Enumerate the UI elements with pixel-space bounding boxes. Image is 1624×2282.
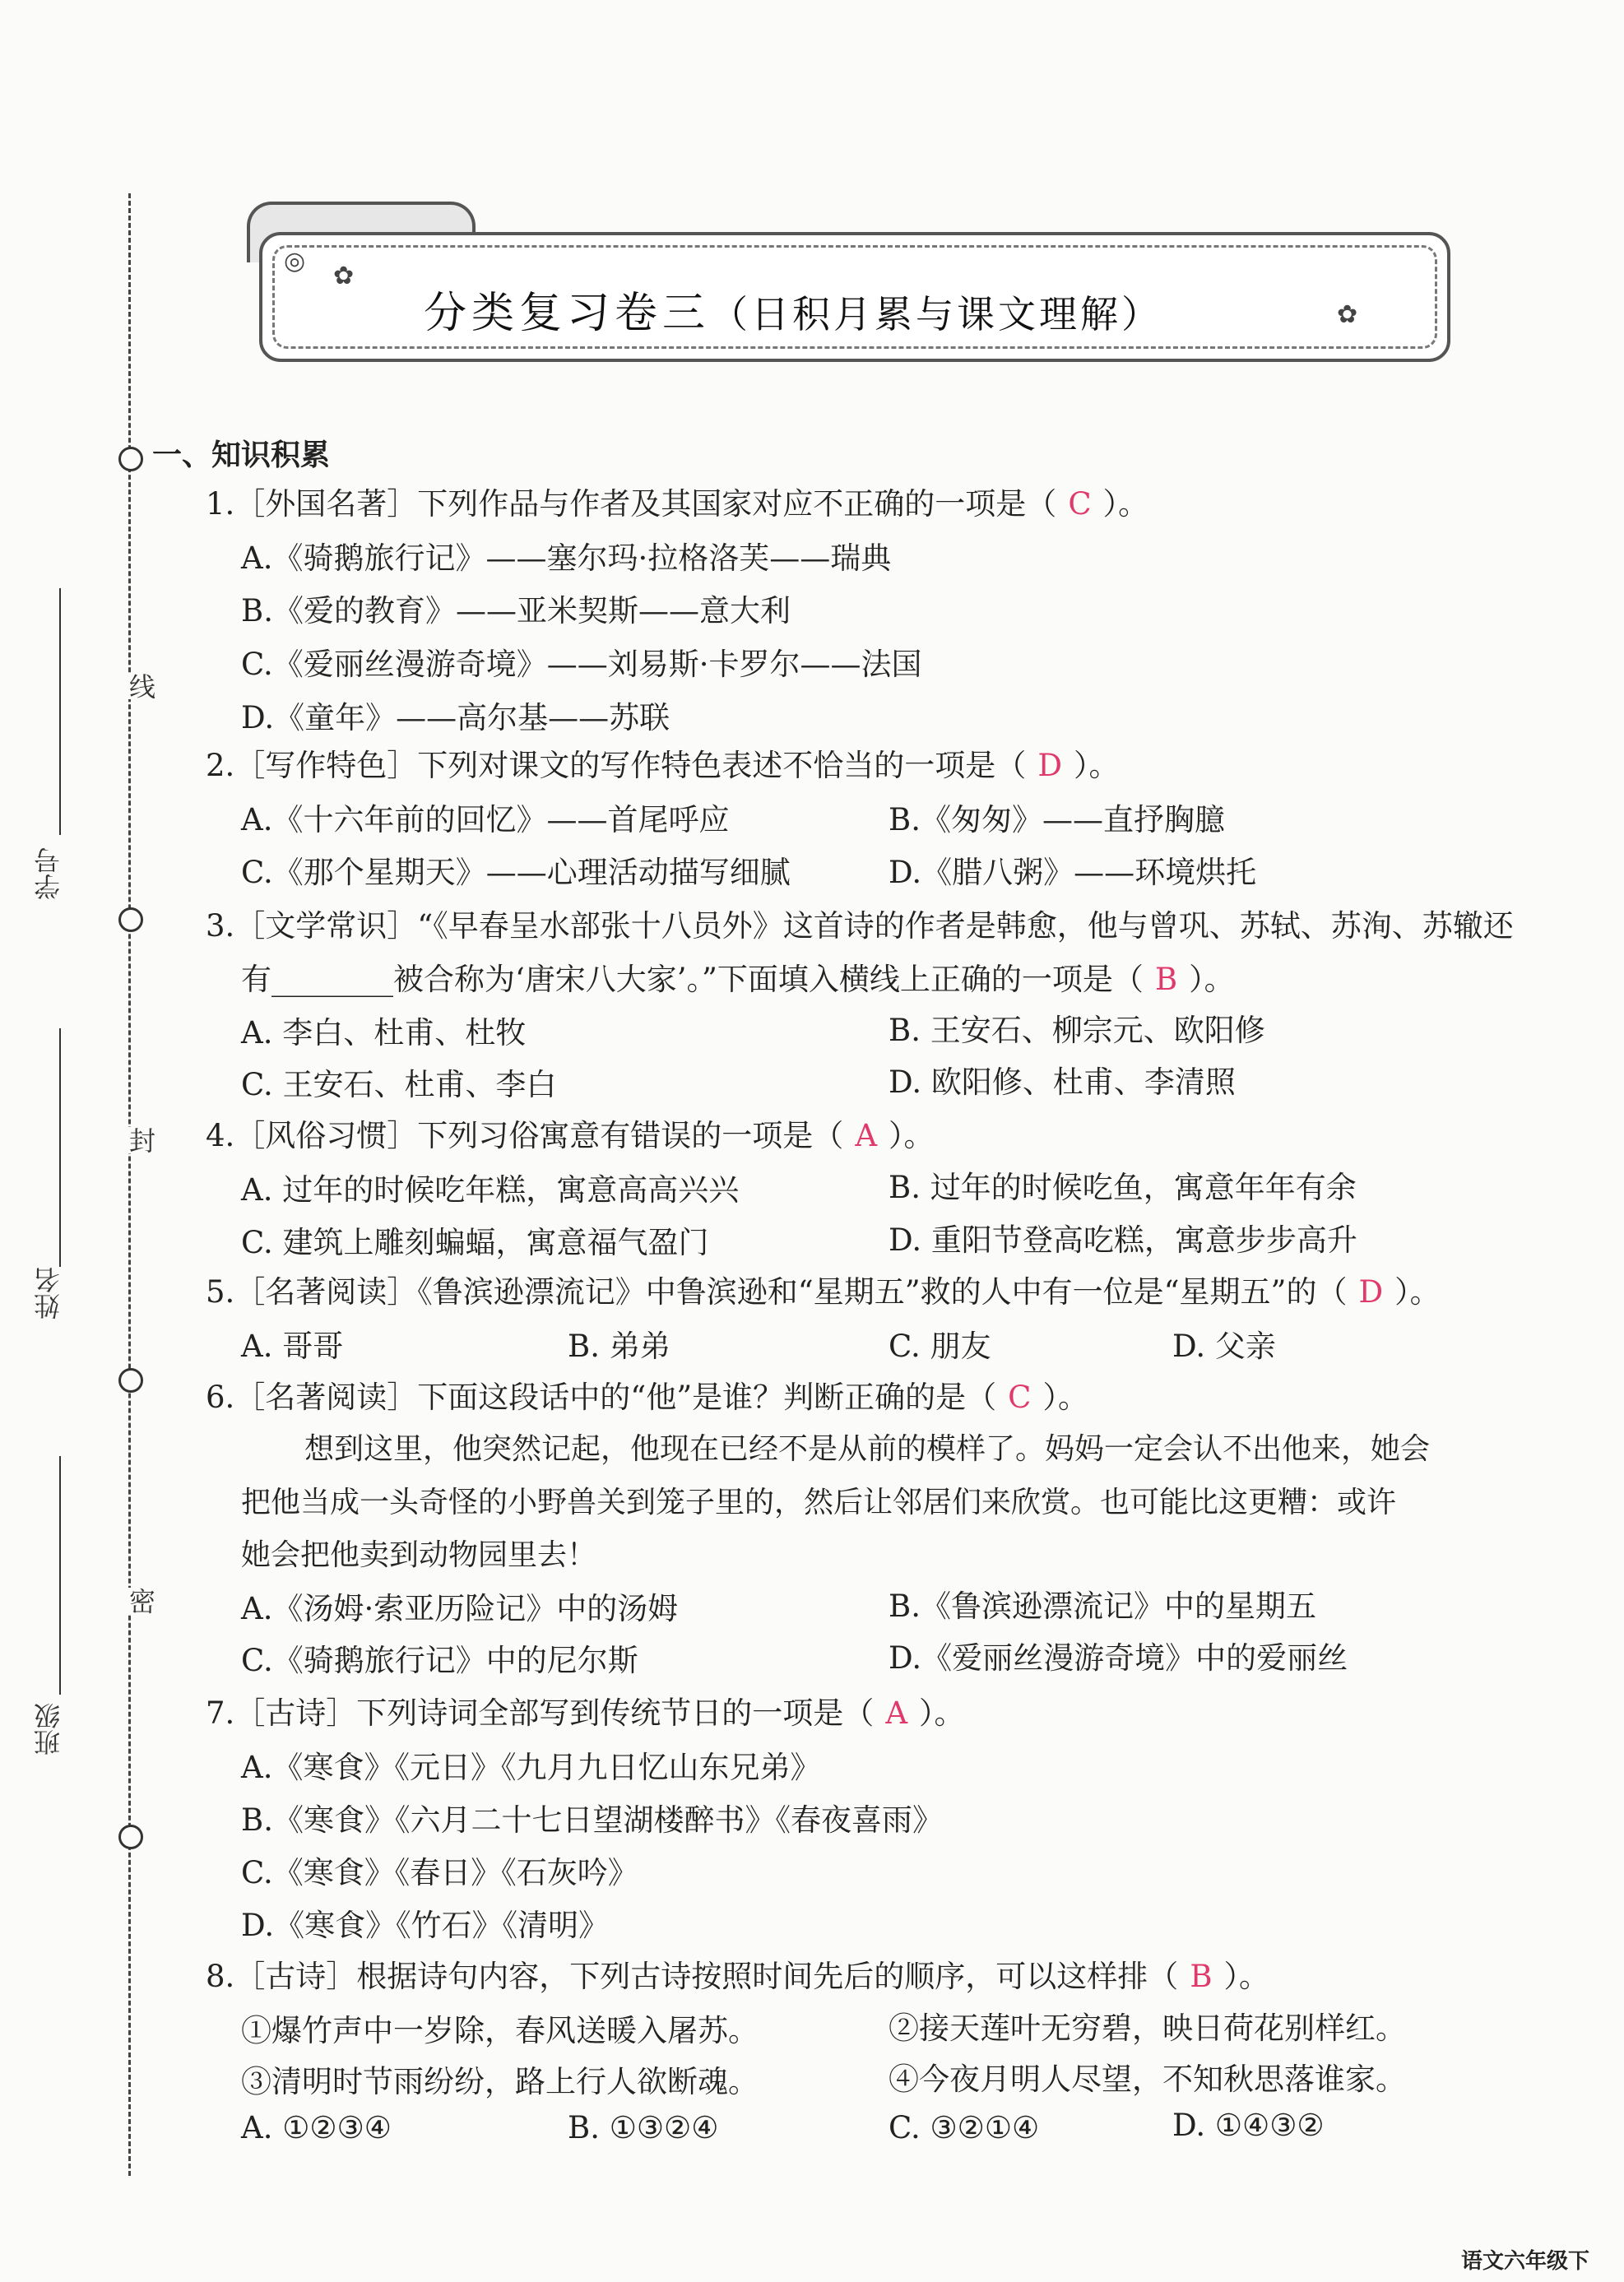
binding-dashed-line (128, 193, 131, 2176)
option-d: D.《童年》——高尔基——苏联 (241, 700, 670, 735)
cut-label-xian: 线 (122, 673, 160, 699)
binding-ring (118, 1368, 143, 1393)
option-c: C.《寒食》《春日》《石灰吟》 (241, 1855, 638, 1890)
section-heading: 一、知识积累 (152, 438, 331, 472)
option-a: A. 过年的时候吃年糕，寓意高高兴兴 (241, 1172, 740, 1208)
option-b: B.《匆匆》——直抒胸臆 (889, 802, 1225, 837)
poem-line: ①爆竹声中一岁除，春风送暖入屠苏。 (241, 2013, 759, 2048)
question-8: 8.［古诗］根据诗句内容，下列古诗按照时间先后的顺序，可以这样排（ B ）。 (206, 1959, 1270, 1994)
answer: B (1190, 1959, 1213, 1994)
cut-label-feng: 封 (122, 1127, 160, 1153)
poem-line: ②接天莲叶无穷碧，映日荷花别样红。 (889, 2011, 1406, 2046)
option-a: A. 哥哥 (241, 1329, 344, 1364)
binding-ring (118, 1825, 143, 1849)
class-label: 班级 (33, 1703, 64, 1756)
option-c: C.《骑鹅旅行记》中的尼尔斯 (241, 1643, 638, 1678)
butterfly-icon: ✿ (1337, 300, 1358, 329)
option-d: D. 欧阳修、杜甫、李清照 (889, 1064, 1236, 1100)
question-1: 1.［外国名著］下列作品与作者及其国家对应不正确的一项是（ C ）。 (206, 486, 1149, 522)
option-c: C.《那个星期天》——心理活动描写细腻 (241, 855, 791, 890)
class-line (59, 1456, 61, 1695)
option-c: C. 建筑上雕刻蝙蝠，寓意福气盈门 (241, 1225, 709, 1260)
answer: D (1358, 1274, 1384, 1310)
option-a: A. 李白、杜甫、杜牧 (241, 1015, 527, 1051)
question-3-line2: 有________被合称为‘唐宋八大家’。”下面填入横线上正确的一项是（ B ）。 (241, 962, 1235, 997)
option-d: D.《爱丽丝漫游奇境》中的爱丽丝 (889, 1640, 1348, 1676)
passage-line: 她会把他卖到动物园里去！ (241, 1538, 597, 1572)
answer: C (1068, 486, 1092, 522)
answer-blank: ________ (271, 962, 393, 997)
answer: A (855, 1118, 878, 1153)
answer: C (1008, 1380, 1032, 1415)
tag-ring-icon: ◎ (284, 247, 306, 276)
option-d: D. ①④③② (1172, 2108, 1325, 2143)
passage-line: 想到这里，他突然记起，他现在已经不是从前的模样了。妈妈一定会认不出他来，她会 (304, 1432, 1431, 1466)
binding-ring (118, 447, 143, 471)
question-6: 6.［名著阅读］下面这段话中的“他”是谁？判断正确的是（ C ）。 (206, 1380, 1088, 1415)
option-a: A. ①②③④ (241, 2110, 392, 2145)
option-c: C. ③②①④ (889, 2110, 1040, 2145)
option-b: B. 弟弟 (568, 1329, 670, 1364)
option-a: A.《汤姆·索亚历险记》中的汤姆 (241, 1591, 679, 1626)
student-id-label: 学号 (33, 847, 64, 900)
page-footer: 语文六年级下 (1461, 2249, 1590, 2274)
option-d: D. 父亲 (1172, 1329, 1276, 1364)
poem-line: ④今夜月明人尽望，不知秋思落谁家。 (889, 2062, 1406, 2097)
page-title: 分类复习卷三（日积月累与课文理解） (424, 289, 1163, 338)
option-b: B.《爱的教育》——亚米契斯——意大利 (241, 593, 791, 628)
cut-label-mi: 密 (122, 1588, 160, 1614)
option-b: B. 过年的时候吃鱼，寓意年年有余 (889, 1170, 1357, 1205)
answer: B (1154, 962, 1178, 997)
question-2: 2.［写作特色］下列对课文的写作特色表述不恰当的一项是（ D ）。 (206, 748, 1120, 783)
option-b: B. 王安石、柳宗元、欧阳修 (889, 1013, 1265, 1048)
question-5: 5.［名著阅读］《鲁滨逊漂流记》中鲁滨逊和“星期五”救的人中有一位是“星期五”的（ D ）。 (206, 1274, 1441, 1310)
option-b: B.《鲁滨逊漂流记》中的星期五 (889, 1589, 1316, 1624)
option-c: C. 朋友 (889, 1329, 991, 1364)
question-7: 7.［古诗］下列诗词全部写到传统节日的一项是（ A ）。 (206, 1695, 965, 1731)
option-a: A.《骑鹅旅行记》——塞尔玛·拉格洛芙——瑞典 (241, 540, 892, 576)
option-c: C.《爱丽丝漫游奇境》——刘易斯·卡罗尔——法国 (241, 647, 922, 682)
student-id-line (59, 588, 61, 835)
passage-line: 把他当成一头奇怪的小野兽关到笼子里的，然后让邻居们来欣赏。也可能比这更糟：或许 (241, 1486, 1397, 1519)
answer: D (1037, 748, 1062, 783)
option-a: A.《寒食》《元日》《九月九日忆山东兄弟》 (241, 1750, 821, 1785)
question-3: 3.［文学常识］“《早春呈水部张十八员外》这首诗的作者是韩愈，他与曾巩、苏轼、苏洵、苏辙还 (206, 908, 1514, 944)
name-label: 姓名 (33, 1267, 64, 1320)
answer: A (885, 1695, 908, 1731)
butterfly-icon: ✿ (333, 262, 355, 290)
option-c: C. 王安石、杜甫、李白 (241, 1067, 557, 1102)
option-a: A.《十六年前的回忆》——首尾呼应 (241, 802, 730, 837)
poem-line: ③清明时节雨纷纷，路上行人欲断魂。 (241, 2064, 759, 2099)
option-d: D. 重阳节登高吃糕，寓意步步高升 (889, 1222, 1357, 1258)
binding-ring (118, 907, 143, 932)
question-4: 4.［风俗习惯］下列习俗寓意有错误的一项是（ A ）。 (206, 1118, 935, 1153)
name-line (59, 1028, 61, 1267)
option-d: D.《寒食》《竹石》《清明》 (241, 1908, 610, 1943)
option-d: D.《腊八粥》——环境烘托 (889, 855, 1257, 890)
option-b: B.《寒食》《六月二十七日望湖楼醉书》《春夜喜雨》 (241, 1802, 943, 1838)
option-b: B. ①③②④ (568, 2110, 719, 2145)
